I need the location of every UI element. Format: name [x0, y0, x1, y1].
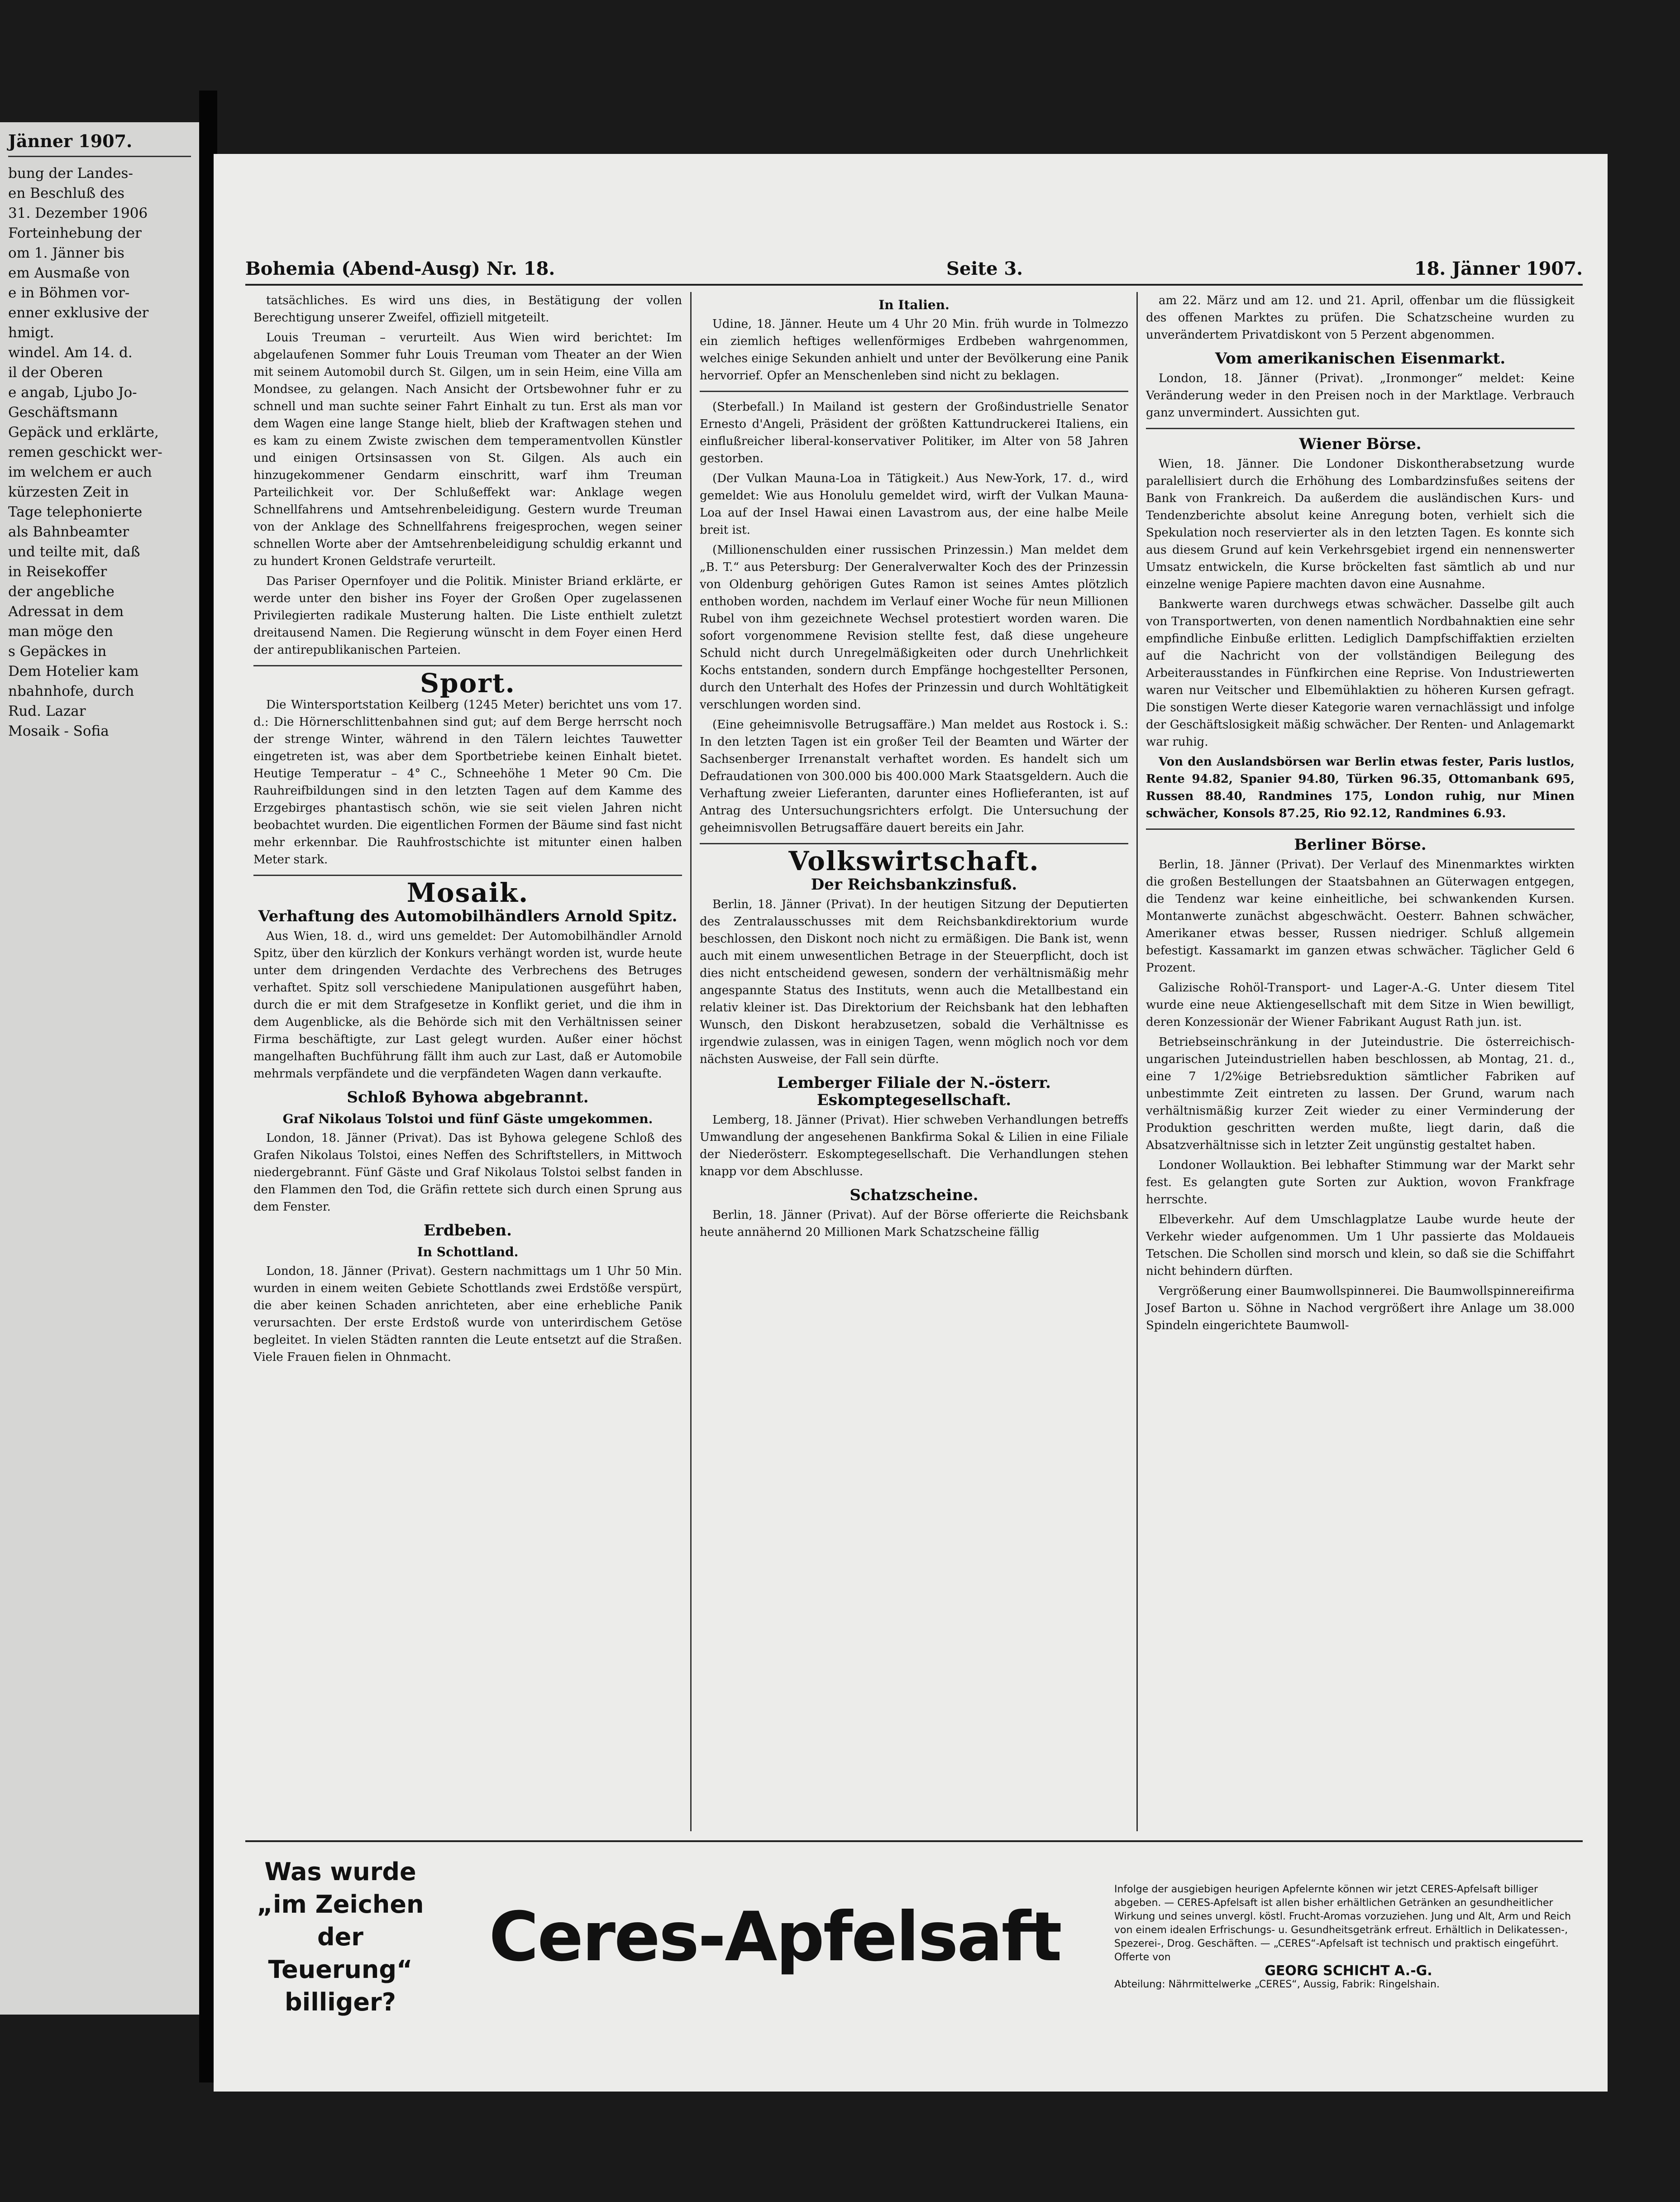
page-number: Seite 3. — [946, 258, 1023, 279]
adjacent-page-date: Jänner 1907. — [8, 131, 191, 157]
adjacent-page-line: e in Böhmen vor- — [8, 285, 130, 301]
ad-copy-text: Infolge der ausgiebigen heurigen Apfelernte können wir jetzt CERES-Apfelsaft billiger abgeben. — CERES-Apfelsaft ist allen bisher erhältlichen Getränken an gesundheitlicher Wirkung und seines unvergl. köstl. Frucht-Aromas vorzuziehen. Jung und Alt, Arm und Reich von einem idealen Erfrischungs- u. Gesundheitsgetränk erfreut. Erhältlich in Delikatessen-, Spezerei-, Drog. Geschäften. — „CERES“-Apfelsaft ist technisch und praktisch eingeführt. Offerte von — [1114, 1884, 1571, 1963]
ad-brand-logo: Ceres-Apfelsaft — [489, 1898, 1061, 1977]
adjacent-page-line: 31. Dezember 1906 — [8, 205, 148, 221]
article-erdbeben: London, 18. Jänner (Privat). Gestern nachmittags um 1 Uhr 50 Min. wurden in einem weiten Gebiete Schottlands zwei Erdstöße verspürt, die aber keinen Schaden anrichteten, aber eine erhebliche Panik verursachten. Der erste Erdstoß wurde von unterirdischem Getöse begleitet. In vielen Städten rannten die Leute entsetzt auf die Straßen. Viele Frauen fielen in Ohnmacht. — [253, 1264, 682, 1364]
article-subheading-byhowa: Graf Nikolaus Tolstoi und fünf Gäste umgekommen. — [282, 1111, 653, 1126]
adjacent-page-line: Mosaik - Sofia — [8, 723, 109, 739]
adjacent-page-line: kürzesten Zeit in — [8, 484, 129, 500]
article-juteindustrie: Betriebseinschränkung in der Juteindustrie. Die österreichisch-ungarischen Juteindustriellen haben beschlossen, ab Montag, 21. d., eine 7 1/2%ige Betriebsreduktion sämtlicher Fabriken auf unbestimmte Zeit eintreten zu lassen. Der Grund, warum nach verhältnismäßig kurzer Zeit wieder zu einer Verminderung der Produktion geschritten werden mußte, liegt darin, daß die Absatzverhältnisse sich in letzter Zeit ungünstig gestaltet haben. — [1146, 1035, 1575, 1152]
article-auslandsboersen: Von den Auslandsbörsen war Berlin etwas fester, Paris lustlos, Rente 94.82, Spanier 94.80, Türken 96.35, Ottomanbank 695, Russen 88.40, Randmines 175, London ruhig, nur Minen schwächer, Konsols 87.25, Rio 92.12, Randmines 6.93. — [1146, 755, 1575, 820]
article-reichsbank: Berlin, 18. Jänner (Privat). In der heutigen Sitzung der Deputierten des Zentralausschusses mit dem Reichsbankdirektorium wurde beschlossen, den Diskont noch nicht zu ermäßigen. Die Bank ist, wenn auch mit einem unwesentlichen Betrage in der Steuerpflicht, doch ist dies nicht entscheidend gewesen, sondern der verhältnismäßig mehr angespannte Status des Instituts, wenn auch die Metallbestand ein relativ kleiner ist. Das Direktorium der Reichsbank hat den lebhaften Wunsch, den Diskont herabzusetzen, sobald die Verhältnisse es irgendwie zulassen, was in einigen Tagen, wenn möglich noch vor dem nächsten Ausweise, der Fall sein dürfte. — [700, 898, 1128, 1066]
adjacent-page — [0, 122, 199, 2015]
adjacent-page-line: il der Oberen — [8, 364, 103, 381]
article-schatzscheine: Berlin, 18. Jänner (Privat). Auf der Börse offerierte die Reichsbank heute annähernd 20 Millionen Mark Schatzscheine fällig — [700, 1208, 1128, 1239]
article-heading-eisenmarkt: Vom amerikanischen Eisenmarkt. — [1215, 349, 1506, 368]
adjacent-page-line: enner exklusive der — [8, 305, 149, 321]
adjacent-page-line: Dem Hotelier kam — [8, 663, 139, 680]
article-heading-erdbeben: Erdbeben. — [424, 1221, 512, 1240]
article-lemberg: Lemberg, 18. Jänner (Privat). Hier schweben Verhandlungen betreffs Umwandlung der angesehenen Bankfirma Sokal & Lilien in eine Filiale der Niederösterr. Eskomptegesellschaft. Die Verhandlungen stehen knapp vor dem Abschlusse. — [700, 1113, 1128, 1178]
adjacent-page-line: windel. Am 14. d. — [8, 345, 133, 361]
article-berliner-boerse: Berlin, 18. Jänner (Privat). Der Verlauf des Minenmarktes wirkten die großen Bestellungen der Staatsbahnen an Güterwagen entgegen, die Tendenz war keine einheitliche, bei schwankenden Kursen. Montanwerte zunächst abgeschwächt. Oesterr. Bahnen schwächer, Amerikaner etwas besser, Russen niedriger. Schluß allgemein befestigt. Kassamarkt im ganzen etwas schwächer. Täglicher Geld 6 Prozent. — [1146, 858, 1575, 975]
advertisement — [245, 1840, 1583, 2032]
article-betrugsaffaere: (Eine geheimnisvolle Betrugsaffäre.) Man meldet aus Rostock i. S.: In den letzten Tagen ist ein großer Teil der Beamten und Wärter der Sachsenberger Irrenanstalt verhaftet worden. Es handelt sich um Defraudationen von 300.000 bis 400.000 Mark Staatsgeldern. Auch die Verhaftung zweier Lieferanten, darunter eines Hoflieferanten, ist auf Antrag des Untersuchungsrichters erfolgt. Die Untersuchung der geheimnisvollen Betrugsaffäre dauert bereits ein Jahr. — [700, 718, 1128, 835]
article-elbeverkehr: Elbeverkehr. Auf dem Umschlagplatze Laube wurde heute der Verkehr wieder aufgenommen. Um 1 Uhr passierte das Moldaueis Tetschen. Die Schollen sind morsch und klein, so daß sie die Schiffahrt nicht behindern dürften. — [1146, 1213, 1575, 1278]
adjacent-page-line: Tage telephonierte — [8, 504, 143, 520]
article-heading-italien: In Italien. — [878, 297, 950, 312]
section-heading-sport: Sport. — [420, 668, 515, 699]
article-heading-berliner-boerse: Berliner Börse. — [1294, 836, 1427, 854]
article-byhowa: London, 18. Jänner (Privat). Das ist Byhowa gelegene Schloß des Grafen Nikolaus Tolstoi, eines Neffen des Schriftstellers, in Mittwoch niedergebrannt. Fünf Gäste und Graf Nikolaus Tolstoi selbst fanden in den Flammen den Tod, die Gräfin rettete sich durch einen Sprung aus dem Fenster. — [253, 1131, 682, 1214]
ad-slogan: Was wurde „im Zeichen der Teuerung“ billiger? — [257, 1857, 424, 2016]
section-heading-mosaik: Mosaik. — [406, 877, 529, 908]
article-galizische-rohoel: Galizische Rohöl-Transport- und Lager-A.-G. Unter diesem Titel wurde eine neue Aktiengesellschaft mit dem Sitze in Wien bewilligt, deren Konzessionär der Wiener Fabrikant August Rath jun. ist. — [1146, 981, 1575, 1029]
article-heading-spitz: Verhaftung des Automobilhändlers Arnold Spitz. — [258, 907, 678, 925]
article-wiener-boerse: Wien, 18. Jänner. Die Londoner Diskontherabsetzung wurde paralellisiert durch die Erhöhung des Lombardzinsfußes seitens der Bank von Frankreich. Da außerdem die ausländischen Kurs- und Tendenzberichte absolut keine Anregung boten, verhielt sich die Spekulation noch reservierter als in den letzten Tagen. Es konnte sich aus diesem Grund auf kein Verkehrsgebiet irgend ein nennenswerter Umsatz entwickeln, die Kurse bröckelten fast sämtlich ab und nur einzelne wenige Papiere machten davon eine Ausnahme. — [1146, 457, 1575, 591]
article-heading-schatzscheine: Schatzscheine. — [850, 1186, 978, 1204]
adjacent-page-line: im welchem er auch — [8, 464, 152, 480]
adjacent-page-line: remen geschickt wer- — [8, 444, 162, 460]
article-baumwollspinnerei: Vergrößerung einer Baumwollspinnerei. Die Baumwollspinnereifirma Josef Barton u. Söhne in Nachod vergrößert ihre Anlage um 38.000 Spindeln eingerichtete Baumwoll- — [1146, 1284, 1575, 1332]
adjacent-page-line: em Ausmaße von — [8, 265, 130, 281]
adjacent-page-line: en Beschluß des — [8, 185, 125, 201]
adjacent-page-line: Rud. Lazar — [8, 703, 86, 719]
adjacent-page-line: Adressat in dem — [8, 603, 124, 620]
adjacent-page-line: und teilte mit, daß — [8, 544, 140, 560]
article-sterbefall: (Sterbefall.) In Mailand ist gestern der Großindustrielle Senator Ernesto d'Angeli, Präsident der größten Kattundruckerei Italiens, ein einflußreicher liberal-konservativer Politiker, im Alter von 58 Jahren gestorben. — [700, 400, 1128, 465]
adjacent-page-line: der angebliche — [8, 584, 115, 600]
adjacent-page-line: e angab, Ljubo Jo- — [8, 384, 137, 401]
article-heading-byhowa: Schloß Byhowa abgebrannt. — [347, 1088, 589, 1106]
article-bankwerte: Bankwerte waren durchwegs etwas schwächer. Dasselbe gilt auch von Transportwerten, von denen namentlich Nordbahnaktien eine sehr empfindliche Einbuße erlitten. Lediglich Dampfschiffaktien erzielten auf die Nachricht von der vollständigen Beilegung des Arbeiterausstandes in Fünfkirchen eine Reprise. Von Industriewerten waren nur Veitscher und Elbemühlaktien zu höheren Kursen gefragt. Die sonstigen Werte dieser Kategorie waren vernachlässigt und infolge der Geschäftslosigkeit mäßig schwächer. Der Renten- und Anlagemarkt war ruhig. — [1146, 598, 1575, 749]
article-wollauktion: Londoner Wollauktion. Bei lebhafter Stimmung war der Markt sehr fest. Es gelangten gute Sorten zur Auktion, wovon Frankfrage herrschte. — [1146, 1158, 1575, 1206]
article-heading-reichsbank: Der Reichsbankzinsfuß. — [811, 876, 1017, 894]
article-paragraph: tatsächliches. Es wird uns dies, in Bestätigung der vollen Berechtigung unserer Zweifel, offiziell mitgeteilt. — [253, 294, 682, 325]
divider — [1146, 828, 1575, 830]
adjacent-page-line: man möge den — [8, 623, 113, 640]
adjacent-page-line: Gepäck und erklärte, — [8, 424, 159, 440]
adjacent-page-line: als Bahnbeamter — [8, 524, 129, 540]
column-2 — [690, 292, 1136, 1831]
column-1 — [245, 292, 690, 1831]
adjacent-page-line: bung der Landes- — [8, 165, 133, 182]
divider — [700, 843, 1128, 844]
article-heading-wiener-boerse: Wiener Börse. — [1299, 435, 1422, 453]
adjacent-page-line: hmigt. — [8, 325, 54, 341]
article-subheading-schottland: In Schottland. — [417, 1245, 519, 1259]
adjacent-page-line: in Reisekoffer — [8, 564, 107, 580]
article-eisenmarkt: London, 18. Jänner (Privat). „Ironmonger“ meldet: Keine Veränderung weder in den Preisen noch in der Marktlage. Verbrauch ganz unvermindert. Aussichten gut. — [1146, 372, 1575, 420]
divider — [253, 875, 682, 876]
adjacent-page-line: nbahnhofe, durch — [8, 683, 134, 699]
page-header — [245, 258, 1583, 286]
article-spitz: Aus Wien, 18. d., wird uns gemeldet: Der Automobilhändler Arnold Spitz, über den kürzlich der Konkurs verhängt worden ist, wurde heute unter dem dringenden Verdachte des Verbrechens des Betruges verhaftet. Spitz soll verschiedene Manipulationen ausgeführt haben, durch die er mit dem Strafgesetze in Konflikt geriet, und die ihm in dem Augenblicke, als die Behörde sich mit den Verhältnissen seiner Firma beschäftigte, zur Last gelegt wurden. Außer einer höchst mangelhaften Buchführung fällt ihm auch zur Last, daß er Automobile mehrmals verpfändete und die verpfändeten Wagen dann verkaufte. — [253, 929, 682, 1081]
issue-date: 18. Jänner 1907. — [1414, 258, 1583, 279]
divider — [700, 391, 1128, 392]
article-millionenschulden: (Millionenschulden einer russischen Prinzessin.) Man meldet dem „B. T.“ aus Petersburg: Der Generalverwalter Koch des der Prinzessin von Oldenburg gehörigen Gutes Ramon ist seines Amtes plötzlich enthoben worden, nachdem im Verlauf einer Woche für neun Millionen Rubel von ihm gezeichnete Wechsel protestiert worden waren. Die sofort vorgenommene Revision stellte fest, daß diese ungeheure Schuld nicht durch Unregelmäßigkeiten oder durch Unehrlichkeit Kochs entstanden, sondern durch Empfänge hochgestellter Personen, durch den Unterhalt des Hofes der Prinzessin und durch Wohltätigkeit verschlungen worden sind. — [700, 543, 1128, 712]
masthead: Bohemia (Abend-Ausg) Nr. 18. — [245, 258, 555, 279]
article-treuman: Louis Treuman – verurteilt. Aus Wien wird berichtet: Im abgelaufenen Sommer fuhr Louis Treuman vom Theater an der Wien mit seinem Automobil durch St. Gilgen, um in sein Heim, eine Villa am Mondsee, zu gelangen. Nach Ansicht der Ortsbewohner fuhr er zu schnell und man suchte seiner Fahrt Einhalt zu tun. Erst als man vor dem Wagen eine lange Stange hielt, blieb der Kraftwagen stehen und es kam zu einem Zwiste zwischen dem temperamentvollen Künstler und einigen Ortsinsassen von St. Gilgen. Als auch ein hinzugekommener Gendarm einschritt, warf ihm Treuman Parteilichkeit vor. Der Schlußeffekt war: Anklage wegen Schnellfahrens und Amtsehrenbeleidigung. Gestern wurde Treuman von der Anklage des Schnellfahrens freigesprochen, wegen seiner schnellen Worte aber der Amtsehrenbeleidigung schuldig erkannt und zu hundert Kronen Geldstrafe verurteilt. — [253, 331, 682, 568]
article-heading-lemberg: Lemberger Filiale der N.-österr. Eskomptegesellschaft. — [777, 1074, 1051, 1109]
article-keilberg: Die Wintersportstation Keilberg (1245 Meter) berichtet uns vom 17. d.: Die Hörnerschlittenbahnen sind gut; auf dem Berge herrscht noch der strenge Winter, während in den Tälern leichtes Tauwetter eingetreten ist, was aber dem Sportbetriebe keinen Einhalt bietet. Heutige Temperatur – 4° C., Schneehöhe 1 Meter 90 Cm. Die Rauhreifbildungen sind in den letzten Tagen auf dem Kamme des Erzgebirges phantastisch schön, wie sie seit vielen Jahren nicht beobachtet wurden. Die eigentlichen Formen der Bäume sind fast nicht mehr erkennbar. Die Rauhfrostschichte ist mitunter einen halben Meter stark. — [253, 698, 682, 866]
article-columns — [245, 292, 1583, 1831]
article-opernfoyer: Das Pariser Opernfoyer und die Politik. Minister Briand erklärte, er werde unter den bisher ins Foyer der Großen Oper zugelassenen Privilegierten radikale Musterung halten. Die Liste enthielt zuletzt dreitausend Namen. Die Regierung wünscht in dem Foyer einen Herd der antirepublikanischen Parteien. — [253, 574, 682, 657]
adjacent-page-text — [8, 163, 191, 741]
article-vulkan: (Der Vulkan Mauna-Loa in Tätigkeit.) Aus New-York, 17. d., wird gemeldet: Wie aus Honolulu gemeldet wird, wirft der Vulkan Mauna-Loa auf der Insel Hawai einen Lavastrom aus, der eine halbe Meile breit ist. — [700, 472, 1128, 537]
divider — [1146, 428, 1575, 429]
ad-copy — [1114, 1883, 1583, 1991]
adjacent-page-line: Geschäftsmann — [8, 404, 118, 421]
ad-firm-name: GEORG SCHICHT A.-G. — [1265, 1963, 1432, 1979]
article-schatzscheine-cont: am 22. März und am 12. und 21. April, offenbar um die flüssigkeit des offenen Marktes zu prüfen. Die Schatzscheine wurden zu unverändertem Privatdiskont von 5 Perzent abgenommen. — [1146, 294, 1575, 342]
adjacent-page-line: om 1. Jänner bis — [8, 245, 124, 261]
divider — [253, 665, 682, 666]
article-udine: Udine, 18. Jänner. Heute um 4 Uhr 20 Min. früh wurde in Tolmezzo ein ziemlich heftiges wellenförmiges Erdbeben wahrgenommen, welches einige Sekunden anhielt und unter der Bevölkerung eine Panik hervorrief. Opfer an Menschenleben sind nicht zu beklagen. — [700, 317, 1128, 383]
column-3 — [1136, 292, 1583, 1831]
adjacent-page-line: s Gepäckes in — [8, 643, 107, 660]
ad-firm-address: Abteilung: Nährmittelwerke „CERES“, Aussig, Fabrik: Ringelshain. — [1114, 1979, 1440, 1990]
adjacent-page-line: Forteinhebung der — [8, 225, 142, 241]
section-heading-volkswirtschaft: Volkswirtschaft. — [788, 846, 1040, 876]
newspaper-page — [214, 154, 1608, 2092]
